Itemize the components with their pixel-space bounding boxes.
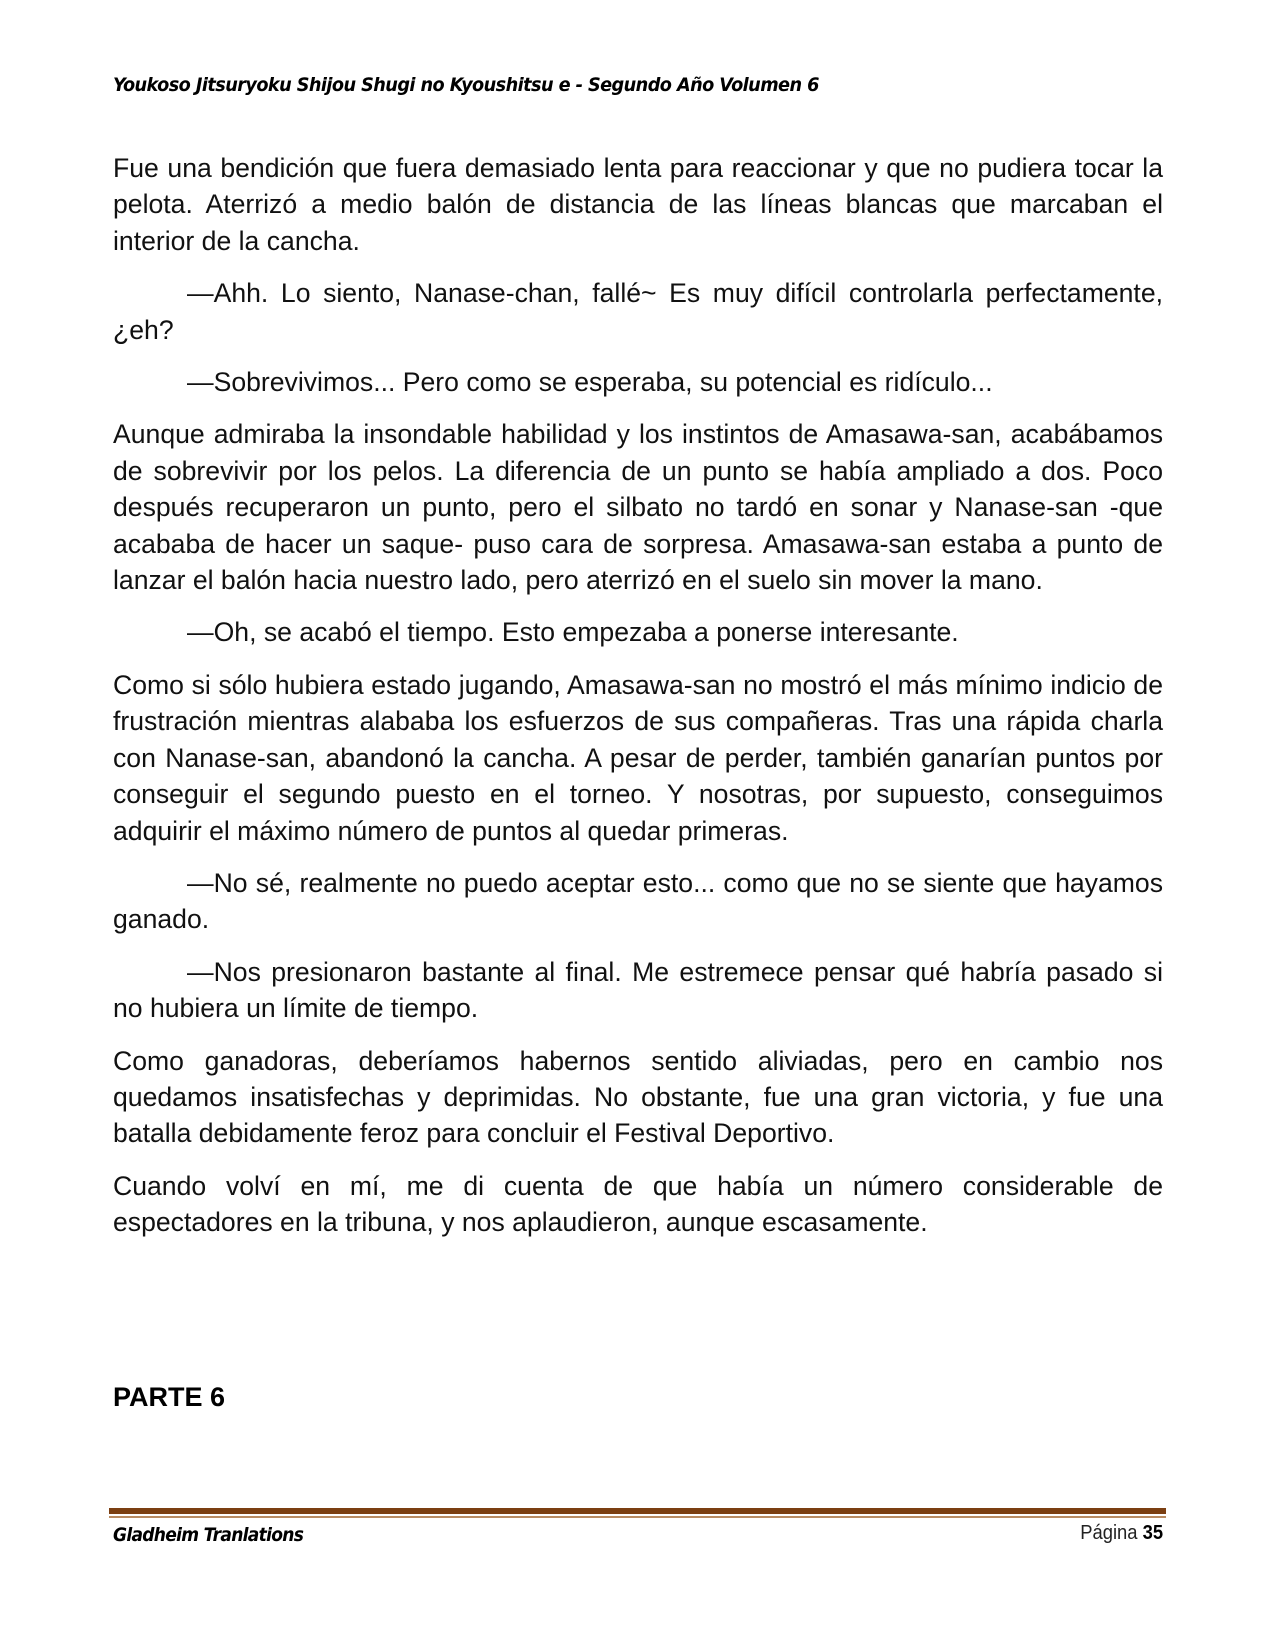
paragraph-narration: Fue una bendición que fuera demasiado lenta para reaccionar y que no pudiera tocar la pelota. Aterrizó a medio balón de distancia de las líneas blancas que marcaban el interior de la cancha. <box>113 153 1163 256</box>
page-indicator <box>1080 1522 1163 1545</box>
paragraph-narration: Cuando volví en mí, me di cuenta de que había un número considerable de espectadores en la tribuna, y nos aplaudieron, aunque escasamente. <box>113 1170 1163 1238</box>
running-header-title: Youkoso Jitsuryoku Shijou Shugi no Kyoushitsu e - Segundo Año Volumen 6 <box>113 74 819 96</box>
paragraph-dialogue: —Nos presionaron bastante al final. Me estremece pensar qué habría pasado si no hubiera un límite de tiempo. <box>113 956 1163 1024</box>
footer-divider-thick <box>109 1508 1166 1514</box>
paragraph-narration: Aunque admiraba la insondable habilidad y los instintos de Amasawa-san, acabábamos de sobrevivir por los pelos. La diferencia de un punto se había ampliado a dos. Poco después recuperaron un punto, pero el silbato no tardó en sonar y Nanase-san -que acababa de hacer un saque- puso cara de sorpresa. Amasawa-san estaba a punto de lanzar el balón hacia nuestro lado, pero aterrizó en el suelo sin mover la mano. <box>113 419 1163 596</box>
paragraph-narration: Como ganadoras, deberíamos habernos sentido aliviadas, pero en cambio nos quedamos insatisfechas y deprimidas. No obstante, fue una gran victoria, y fue una batalla debidamente feroz para concluir el Festival Deportivo. <box>113 1045 1163 1149</box>
paragraph-dialogue: —Sobrevivimos... Pero como se esperaba, su potencial es ridículo... <box>187 367 993 398</box>
section-heading: PARTE 6 <box>113 1382 226 1412</box>
footer-credit: Gladheim Tranlations <box>113 1524 304 1546</box>
page-number: 35 <box>1142 1522 1163 1544</box>
body-text <box>113 150 1163 1257</box>
footer-divider-thin <box>109 1516 1166 1518</box>
paragraph-dialogue: —Oh, se acabó el tiempo. Esto empezaba a ponerse interesante. <box>187 617 959 648</box>
paragraph-dialogue: —No sé, realmente no puedo aceptar esto... como que no se siente que hayamos ganado. <box>113 867 1163 935</box>
page-label: Página <box>1080 1522 1138 1544</box>
paragraph-dialogue: —Ahh. Lo siento, Nanase-chan, fallé~ Es muy difícil controlarla perfectamente, ¿eh? <box>113 278 1163 345</box>
paragraph-narration: Como si sólo hubiera estado jugando, Amasawa-san no mostró el más mínimo indicio de frustración mientras alababa los esfuerzos de sus compañeras. Tras una rápida charla con Nanase-san, abandonó la cancha. A pesar de perder, también ganarían puntos por conseguir el segundo puesto en el torneo. Y nosotras, por supuesto, conseguimos adquirir el máximo número de puntos al quedar primeras. <box>113 669 1163 846</box>
